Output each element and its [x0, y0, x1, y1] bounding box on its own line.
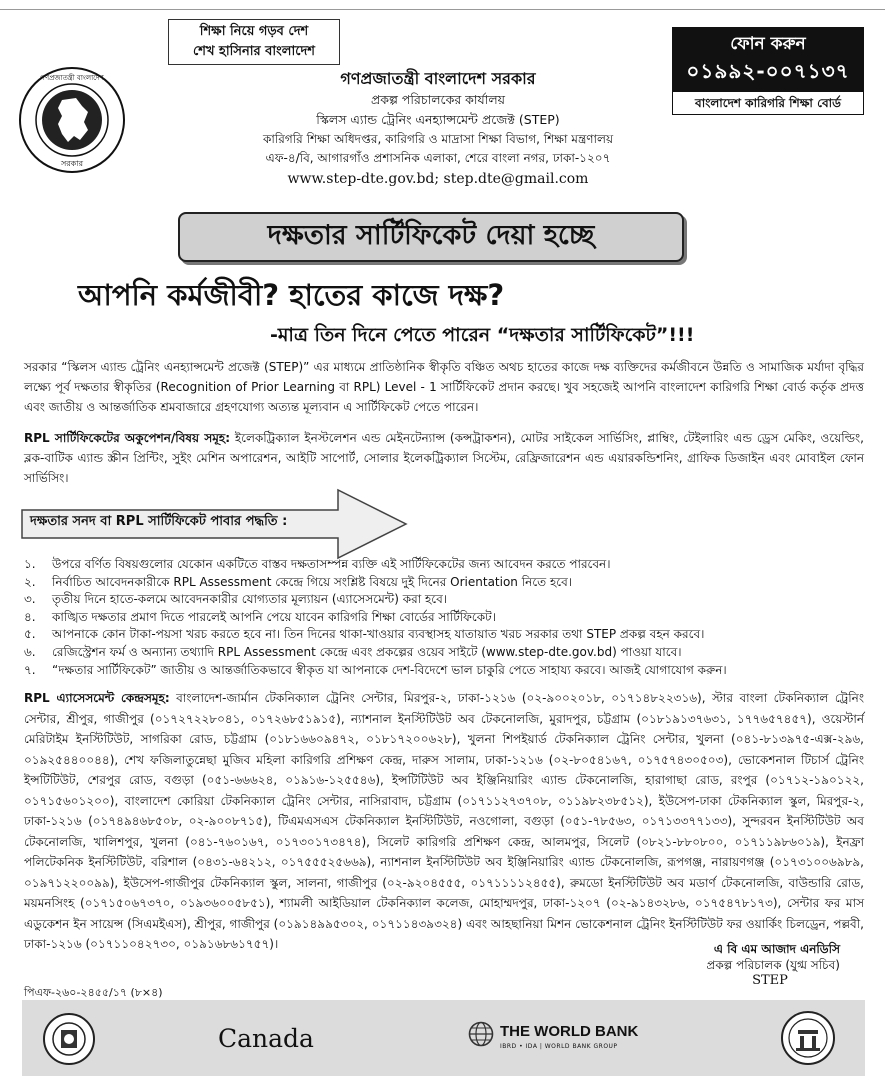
- signatory-title: প্রকল্প পরিচালক (যুগ্ম সচিব): [706, 958, 840, 972]
- subheadline: -মাত্র তিন দিনে পেতে পারেন “দক্ষতার সার্টিফিকেট”!!!: [270, 324, 695, 346]
- contact-web-email: www.step-dte.gov.bd; step.dte@gmail.com: [287, 171, 589, 187]
- list-item: [24, 626, 864, 644]
- slogan-line-2: শেখ হাসিনার বাংলাদেশ: [193, 44, 315, 59]
- centers-label: RPL এ্যাসেসমেন্ট কেন্দ্রসমূহ:: [24, 691, 170, 705]
- office-name: প্রকল্প পরিচালকের কার্যালয়: [370, 92, 506, 107]
- step-number: ১.: [24, 557, 36, 571]
- print-code: পিএফ-২৬০-২৪৫৫/১৭ (৮×৪): [24, 986, 163, 999]
- project-name: স্কিলস এ্যান্ড ট্রেনিং এনহ্যান্সমেন্ট প্রজেক্ট (STEP): [316, 112, 560, 127]
- world-bank-globe-icon: [468, 1021, 494, 1047]
- phone-box: [672, 27, 864, 115]
- occupations-text: ইলেকট্রিক্যাল ইনস্টলেশন এন্ড মেইনটেন্যান্স (কন্সট্রাকশন), মোটর সাইকেল সার্ভিসিং, প্লাম্বিং, টেইলারিং এন্ড ড্রেস মেকিং, ওয়েল্ডিং, ব্লক-বাটিক এ্যান্ড স্ক্রীন প্রিন্টিং, সুইং মেশিন অপারেশন, আইটি সাপোর্ট, সোলার ইলেকট্রিক্যাল সিস্টেম, রেফ্রিজারেশন এন্ড এয়ারকন্ডিশনিং, গ্রাফিক ডিজাইন এবং মোবাইল ফোন সার্ভিসিং।: [24, 431, 864, 485]
- method-title: দক্ষতার সনদ বা RPL সার্টিফিকেট পাবার পদ্ধতি :: [30, 514, 288, 529]
- seal-bottom-text: সরকার: [60, 159, 84, 168]
- centers-paragraph: [24, 688, 864, 955]
- step-text: “দক্ষতার সার্টিফিকেট” জাতীয় ও আন্তর্জাতিকভাবে স্বীকৃত যা আপনাকে দেশ-বিদেশে ভাল চাকুরি পেতে সাহায্য করবে। আজই যোগাযোগ করুন।: [52, 662, 727, 677]
- signatory-name: এ বি এম আজাদ এনডিসি: [713, 942, 840, 956]
- list-item: [24, 574, 864, 592]
- step-number: ৫.: [24, 627, 36, 642]
- occupations-label: RPL সার্টিফিকেটের অকুপেশন/বিষয় সমূহ:: [24, 431, 231, 445]
- step-text: উপরে বর্ণিত বিষয়গুলোর যেকোন একটিতে বাস্তব দক্ষতাসম্পন্ন ব্যক্তি এই সার্টিফিকেটের জন্য আবেদন করতে পারবেন।: [52, 557, 611, 571]
- list-item: [24, 644, 864, 662]
- occupations-paragraph: [24, 428, 864, 488]
- step-text: তৃতীয় দিনে হাতে-কলমে আবেদনকারীর যোগ্যতার মূল্যায়ন (এ্যাসেসমেন্ট) করা হবে।: [52, 592, 448, 607]
- steps-list: [24, 556, 864, 679]
- step-number: ৭.: [24, 662, 36, 677]
- list-item: [24, 609, 864, 627]
- step-number: ৪.: [24, 609, 36, 624]
- slogan-box: [168, 19, 340, 65]
- world-bank-logo-text: THE WORLD BANK: [500, 1023, 639, 1040]
- title-banner: দক্ষতার সার্টিফিকেট দেয়া হচ্ছে: [178, 212, 684, 262]
- centers-text: বাংলাদেশ-জার্মান টেকনিক্যাল ট্রেনিং সেন্টার, মিরপুর-২, ঢাকা-১২১৬ (০২-৯০০২০১৮, ০১৭১৪৮২২৩১৬), স্টার বাংলা টেকনিক্যাল ট্রেনিং সেন্টার, শ্রীপুর, গাজীপুর (০১৭২৭২২৮০৪১, ০১৭২৬৮৫১৯১৫), ন্যাশনাল ইনস্টিটিউট অব টেকনোলজি, মুরাদপুর, চট্টগ্রাম (০১৮১৯১৩৭৬৩১, ১৭৭৬৫৭৪৫৭), ওয়েস্টার্ন মেরিটাইম ইনস্টিটিউট, সাগরিকা রোড, চট্টগ্রাম (০১৮১৬৬০৯৪৭২, ০১৮১৭২০০৬২৮), খুলনা শিপইয়ার্ড টেকনিক্যাল ট্রেনিং সেন্টার, খুলনা (০৪১-৮১৩৯৭৫-এক্স-২৯৬, ০১৯২৫৪৪০০৪৪), শেখ ফজিলাতুন্নেছা মুজিব মহিলা কারিগরি প্রশিক্ষণ কেন্দ্র, দারুস সালাম, ঢাকা-১২১৬ (০২-৮০৫৪১৬৭, ০১৭৫৭৪৩০৫০৩), ভোকেশনাল টিচার্স ট্রেনিং ইন্সটিটিউট, শেরপুর রোড, বগুড়া (০৫১-৬৬৬২৪, ০১৯১৬-১২৫৫৪৬), ইন্সটিটিউট অব ইঞ্জিনিয়ারিং এ্যান্ড টেকনোলজি, হারাগাছা রোড, রংপুর (০১৭১২-১৯০১২২, ০১৭১৫৬০১২০০), বাংলাদেশ কোরিয়া টেকনিক্যাল ট্রেনিং সেন্টার, নাসিরাবাদ, চট্টগ্রাম (০১৭১১২৭৩৭০৮, ০১১৯৮২৩৮৫১২), ইউসেপ-ঢাকা টেকনিক্যাল স্কুল, মিরপুর-২, ঢাকা-১২১৬ (০১৭৪৯৪৬৮৫০৮, ০২-৯০০৮৭১৫), টিএমএসএস টেকনিক্যাল ইনস্টিটিউট, নওগোলা, বগুড়া (০৫১-৭৮৫৬৩, ০১৭১৩৩৭৭১৩৩), সুন্দরবন ইনস্টিটিউট অব টেকনোলজি, খালিশপুর, খুলনা (০৪১-৭৬০১৬৭, ০১৭৩০১৭৩৪৭৪), সিলেট কারিগরি প্রশিক্ষণ কেন্দ্র, আলমপুর, সিলেট (০৮২১-৮৮০৮০০, ০১৭১১৯৮৬০১৯), ইনফ্রা পলিটেকনিক ইনস্টিটিউট, বরিশাল (০৪৩১-৬৪২১২, ০১৭৫৫৫২৫৬৬৯), ন্যাশনাল ইনস্টিটিউট অব ইঞ্জিনিয়ারিং এ্যান্ড টেকনোলজি, রূপগঞ্জ, নারায়ণগঞ্জ (০১৭৩১০০৬৯৮৯, ০১৯৭১২২০০৯৯), ইউসেপ-গাজীপুর টেকনিক্যাল স্কুল, সালনা, গাজীপুর (০২-৯২০৪৫৫৫, ০১৭১১১১২৪৫৫), রুমডো ইনস্টিটিউট অব মডার্ণ টেকনোলজি, বাউন্ডারি রোড, ময়মনসিংহ (০১৭১৫০৬৭৩৭০, ০১৯৩৬০০৫৮৫১), শ্যামলী আইডিয়াল টেকনিক্যাল কলেজ, মোহাম্মদপুর, ঢাকা-১২০৭ (০২-৯১৪৩২৮৬, ০১৭৫৪৭৮১৭৩), সেন্টার ফর মাস এডুকেশন ইন সায়েন্স (সিএমইএস), শ্রীপুর, গাজীপুর (০১৯১৪৯৯৫৩০২, ০১৭১১৪৩৯৩২৪) এবং আহছানিয়া মিশন ভোকেশনাল ট্রেনিং ইনস্টিটিউট ফর ওয়ার্কিং চিলড্রেন, পল্লবী, ঢাকা-১২১৬ (০১৭১১০৪২৭৩০, ০১৯১৬৮৬১৭৫৭)।: [24, 691, 864, 951]
- office-address: এফ-৪/বি, আগারগাঁও প্রশাসনিক এলাকা, শেরে বাংলা নগর, ঢাকা-১২০৭: [265, 151, 611, 165]
- letterhead: [228, 68, 648, 190]
- headline: আপনি কর্মজীবী? হাতের কাজে দক্ষ?: [78, 278, 505, 312]
- step-text: রেজিস্ট্রেশন ফর্ম ও অন্যান্য তথ্যাদি RPL Assessment কেন্দ্রে এবং প্রকল্পের ওয়েব সাইটে (www.step-dte.gov.bd) পাওয়া যাবে।: [52, 644, 682, 659]
- signatory-org: STEP: [752, 973, 788, 988]
- technical-education-emblem-icon: [42, 1012, 96, 1066]
- list-item: [24, 662, 864, 680]
- step-number: ৩.: [24, 592, 36, 607]
- technical-board-emblem-icon: [780, 1010, 836, 1066]
- department-name: কারিগরি শিক্ষা অধিদপ্তর, কারিগরি ও মাদ্রাসা শিক্ষা বিভাগ, শিক্ষা মন্ত্রণালয়: [262, 132, 614, 146]
- board-name: বাংলাদেশ কারিগরি শিক্ষা বোর্ড: [672, 91, 864, 115]
- step-text: কাঙ্খিত দক্ষতার প্রমাণ দিতে পারলেই আপনি পেয়ে যাবেন কারিগরি শিক্ষা বোর্ডের সার্টিফিকেট।: [52, 609, 496, 624]
- step-text: আপনাকে কোন টাকা-পয়সা খরচ করতে হবে না। তিন দিনের থাকা-খাওয়ার ব্যবস্থাসহ যাতায়াত খরচ সরকার তথা STEP প্রকল্প বহন করবে।: [52, 627, 705, 642]
- footer-strip: [22, 1000, 865, 1076]
- government-seal-icon: [18, 66, 126, 174]
- list-item: [24, 556, 864, 574]
- slogan-line-1: শিক্ষা নিয়ে গড়ব দেশ: [199, 24, 309, 39]
- phone-label: ফোন করুন: [730, 34, 806, 54]
- step-number: ২.: [24, 574, 36, 589]
- seal-top-text: গণপ্রজাতন্ত্রী বাংলাদেশ: [40, 74, 104, 82]
- top-rule: [0, 0, 885, 10]
- phone-number: ০১৯৯২-০০৭১৩৭: [686, 59, 850, 83]
- world-bank-subtext: IBRD • IDA | WORLD BANK GROUP: [500, 1043, 618, 1050]
- step-text: নির্বাচিত আবেদনকারীকে RPL Assessment কেন্দ্রে গিয়ে সংশ্লিষ্ট বিষয়ে দুই দিনের Orientation নিতে হবে।: [52, 574, 573, 589]
- canada-logo: Canada: [218, 1024, 314, 1053]
- step-number: ৬.: [24, 644, 36, 659]
- list-item: [24, 591, 864, 609]
- intro-paragraph: সরকার “স্কিলস এ্যান্ড ট্রেনিং এনহ্যান্সমেন্ট প্রজেক্ট (STEP)” এর মাধ্যমে প্রাতিষ্ঠানিক স্বীকৃতি বঞ্চিত অথচ হাতের কাজে দক্ষ ব্যক্তিদের কর্মজীবনে উন্নতি ও সামাজিক মর্যাদা বৃদ্ধির লক্ষ্যে পূর্ব দক্ষতার স্বীকৃতির (Recognition of Prior Learning বা RPL) Level - 1 সার্টিফিকেট প্রদান করছে। খুব সহজেই আপনি বাংলাদেশ কারিগরি শিক্ষা বোর্ড কর্তৃক প্রদত্ত এবং জাতীয় ও আন্তর্জাতিক শ্রমবাজারে গ্রহণযোগ্য অত্যন্ত মূল্যবান এ সার্টিফিকেট পেতে পারেন।: [24, 360, 864, 414]
- signature-block: [640, 941, 840, 989]
- government-name: গণপ্রজাতন্ত্রী বাংলাদেশ সরকার: [340, 69, 536, 88]
